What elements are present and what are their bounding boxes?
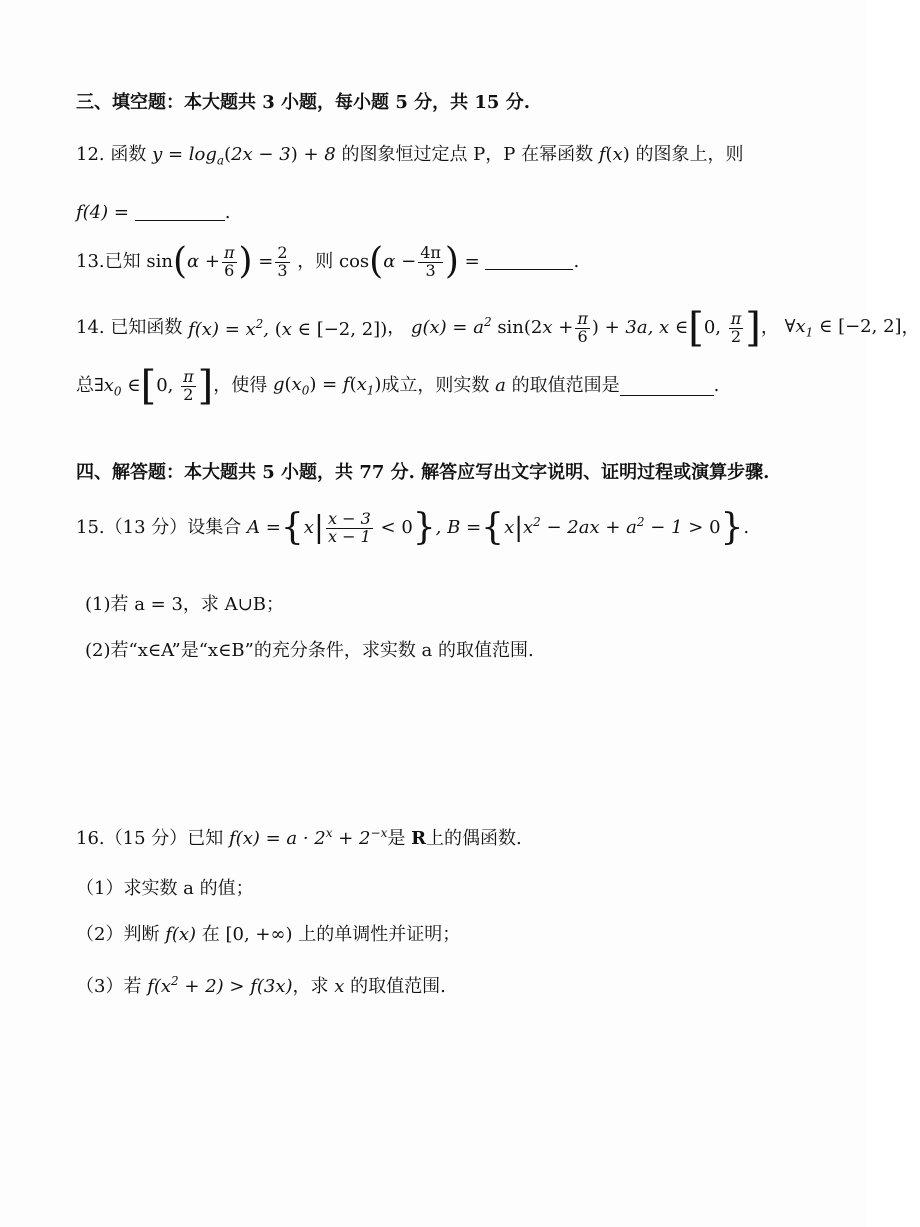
q16-part2-fx: f(x) [165,924,197,945]
q13-pre: 已知 [104,251,141,272]
q14-fx-def: $f(x) = x^2$, (x ∈ [−2, 2]) [188,316,388,340]
q15-part-2 [85,640,837,662]
question-15: 15.（13 分）设集合 A ={x| $\frac{x - 3}{x - 1}$ < 0}, $B =\{x|x^2 - 2ax + a^2 - 1 > 0\}$. [76,507,750,548]
q12-post2: 的图象上，则 [635,144,744,165]
q16-real-set: R [411,828,427,849]
q16-part2-post: 上的单调性并证明； [298,924,461,945]
q14-number: 14. [76,317,105,338]
question-16 [76,826,837,850]
q14-answer-blank[interactable] [620,377,714,396]
q12-number: 12. [76,144,105,165]
q13-end: . [573,251,580,272]
q16-post2: 上的偶函数. [426,828,522,849]
q16-part3-post: 的取值范围. [350,976,446,997]
q16-part-2 [76,924,837,946]
question-14: 14. 已知函数 $f(x) = x^2$, (x ∈ [−2, 2])， $g(x) = a^2$ sin(2x + $\frac{\pi}{6}$ ) + 3a, x ∈[0, $\frac{\pi}{2}$ ]， $\forall x_1$ ∈ [−2, 2]， [76,305,920,351]
q15-number: 15. [76,517,105,538]
q16-part3-pre: （3）若 [76,976,142,997]
q14-pre: 已知函数 [110,317,183,338]
q15-part1-text: (1)若 a = 3，求 A∪B； [85,594,284,615]
q16-part-3 [76,974,837,998]
q16-pre: 已知 [187,828,224,849]
q16-part1-text: （1）求实数 a 的值； [76,878,254,899]
q16-formula: $f(x) = a \cdot 2^x + 2^{-x}$ [229,826,388,849]
q13-formula-cos: cos(α − $\frac{4\pi}{3}$ ) = [339,241,486,282]
q14-var-a: a [495,375,506,396]
q13-answer-blank[interactable] [485,251,573,270]
q14-exists: $\exists x_0$ ∈[0, $\frac{\pi}{2}$ ] [94,363,214,409]
q15-pre: 设集合 [187,517,242,538]
section-4-heading-text: 四、解答题：本大题共 5 小题，共 77 分. 解答应写出文字说明、证明过程或演算步骤. [76,462,770,483]
q12-pre: 函数 [110,144,147,165]
q12-answer-blank[interactable] [135,202,225,221]
q14-line2-post: 的取值范围是 [511,375,620,396]
question-14-line-2 [76,363,837,409]
q12-fx: f(x) [598,144,630,165]
q15-part2-text: (2)若“x∈A”是“x∈B”的充分条件，求实数 a 的取值范围. [85,640,534,661]
section-4-heading [76,462,857,484]
q16-score: （15 分） [104,828,188,849]
question-12-answer-line [76,202,837,224]
q12-post: 的图象恒过定点 P，P 在幂函数 [341,144,594,165]
q14-line2-mid2: 成立，则实数 [381,375,490,396]
q16-part-1 [76,878,837,900]
question-13 [76,241,837,282]
q15-part-1 [85,594,837,616]
q14-end: . [713,375,720,396]
q13-formula-sin: sin(α + $\frac{\pi}{6}$ ) = $\frac{2}{3}$ [146,241,288,282]
q12-ask: f(4) = [76,202,129,223]
q13-number: 13. [76,251,105,272]
q16-part3-mid: ，求 [292,976,329,997]
q14-line2-mid: ，使得 [213,375,268,396]
question-12 [76,144,837,168]
q16-post: 是 [387,828,406,849]
q16-number: 16. [76,828,105,849]
q15-set-A: A ={x| $\frac{x - 3}{x - 1}$ < 0}, $B =\{x|x^2 - 2ax + a^2 - 1 > 0\}$ [247,507,744,548]
section-3-heading [76,92,837,114]
q15-score: （13 分） [104,517,188,538]
q14-equation: $g(x_0) = f(x_1)$ [272,373,382,398]
q14-gx-def: $g(x) = a^2$ sin(2x + $\frac{\pi}{6}$ ) + 3a, x ∈[0, $\frac{\pi}{2}$ ] [410,305,761,351]
q13-mid: ，则 [297,251,334,272]
q16-part2-pre: （2）判断 [76,924,160,945]
q16-part2-mid: 在 [201,924,220,945]
q16-part3-inequality: $f(x^2 + 2) > f(3x)$ [147,974,293,997]
section-3-heading-text: 三、填空题：本大题共 3 小题，每小题 5 分，共 15 分. [76,92,530,113]
q16-part2-interval: [0, +∞) [225,924,293,945]
q16-part3-var-x: x [334,976,345,997]
q12-formula: $y = \log_a(2x - 3) + 8$ [152,144,336,168]
q14-forall: $\forall x_1$ ∈ [−2, 2] [784,315,902,340]
q12-end: . [224,202,231,223]
q14-line2-pre: 总 [76,375,94,396]
